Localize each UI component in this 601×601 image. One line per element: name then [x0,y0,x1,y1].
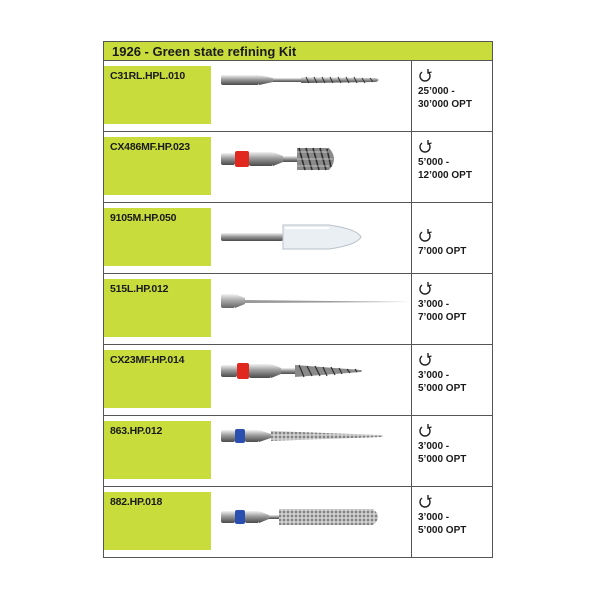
speed-cell [411,487,492,557]
bur-image [211,61,411,131]
tapered-bur-icon [211,345,411,415]
speed-range: 3’000 - [418,299,450,310]
speed-range: 25’000 - [418,86,455,97]
fine-needle-icon [211,274,411,344]
kit-rows [103,61,493,558]
speed-opt: 30’000 OPT [418,99,472,110]
rotation-arrow-icon [418,140,432,154]
rotation-arrow-icon [418,495,432,509]
speed-cell [411,132,492,202]
table-row [103,487,493,558]
instrument-code: 9105M.HP.050 [104,208,211,266]
table-row [103,345,493,416]
refining-kit-table [103,41,493,558]
diamond-cylinder-bur-icon [211,487,411,557]
speed-cell [411,345,492,415]
table-row [103,132,493,203]
speed-range: 7’000 OPT [418,246,467,257]
speed-range: 3’000 - [418,441,450,452]
instrument-code: 882.HP.018 [104,492,211,550]
instrument-code: CX486MF.HP.023 [104,137,211,195]
instrument-code: 863.HP.012 [104,421,211,479]
speed-opt: 5’000 OPT [418,454,467,465]
carbide-cutter-icon [211,61,411,131]
bur-image [211,203,411,273]
rotation-arrow-icon [418,353,432,367]
rotation-arrow-icon [418,69,432,83]
speed-opt: 12’000 OPT [418,170,472,181]
kit-title: 1926 - Green state refining Kit [103,41,493,61]
instrument-code: CX23MF.HP.014 [104,350,211,408]
bur-image [211,416,411,486]
polisher-icon [211,203,411,273]
bur-image [211,345,411,415]
speed-cell [411,416,492,486]
speed-range: 3’000 - [418,370,450,381]
carbide-bur-icon [211,132,411,202]
rotation-arrow-icon [418,229,432,243]
speed-opt: 5’000 OPT [418,525,467,536]
instrument-code: C31RL.HPL.010 [104,66,211,124]
diamond-flame-bur-icon [211,416,411,486]
bur-image [211,274,411,344]
rotation-arrow-icon [418,282,432,296]
rotation-arrow-icon [418,424,432,438]
speed-cell [411,61,492,131]
bur-image [211,132,411,202]
speed-cell [411,274,492,344]
speed-cell [411,203,492,273]
speed-opt: 5’000 OPT [418,383,467,394]
table-row [103,61,493,132]
speed-range: 5’000 - [418,157,450,168]
table-row [103,203,493,274]
bur-image [211,487,411,557]
speed-opt: 7’000 OPT [418,312,467,323]
speed-range: 3’000 - [418,512,450,523]
table-row [103,416,493,487]
table-row [103,274,493,345]
instrument-code: 515L.HP.012 [104,279,211,337]
